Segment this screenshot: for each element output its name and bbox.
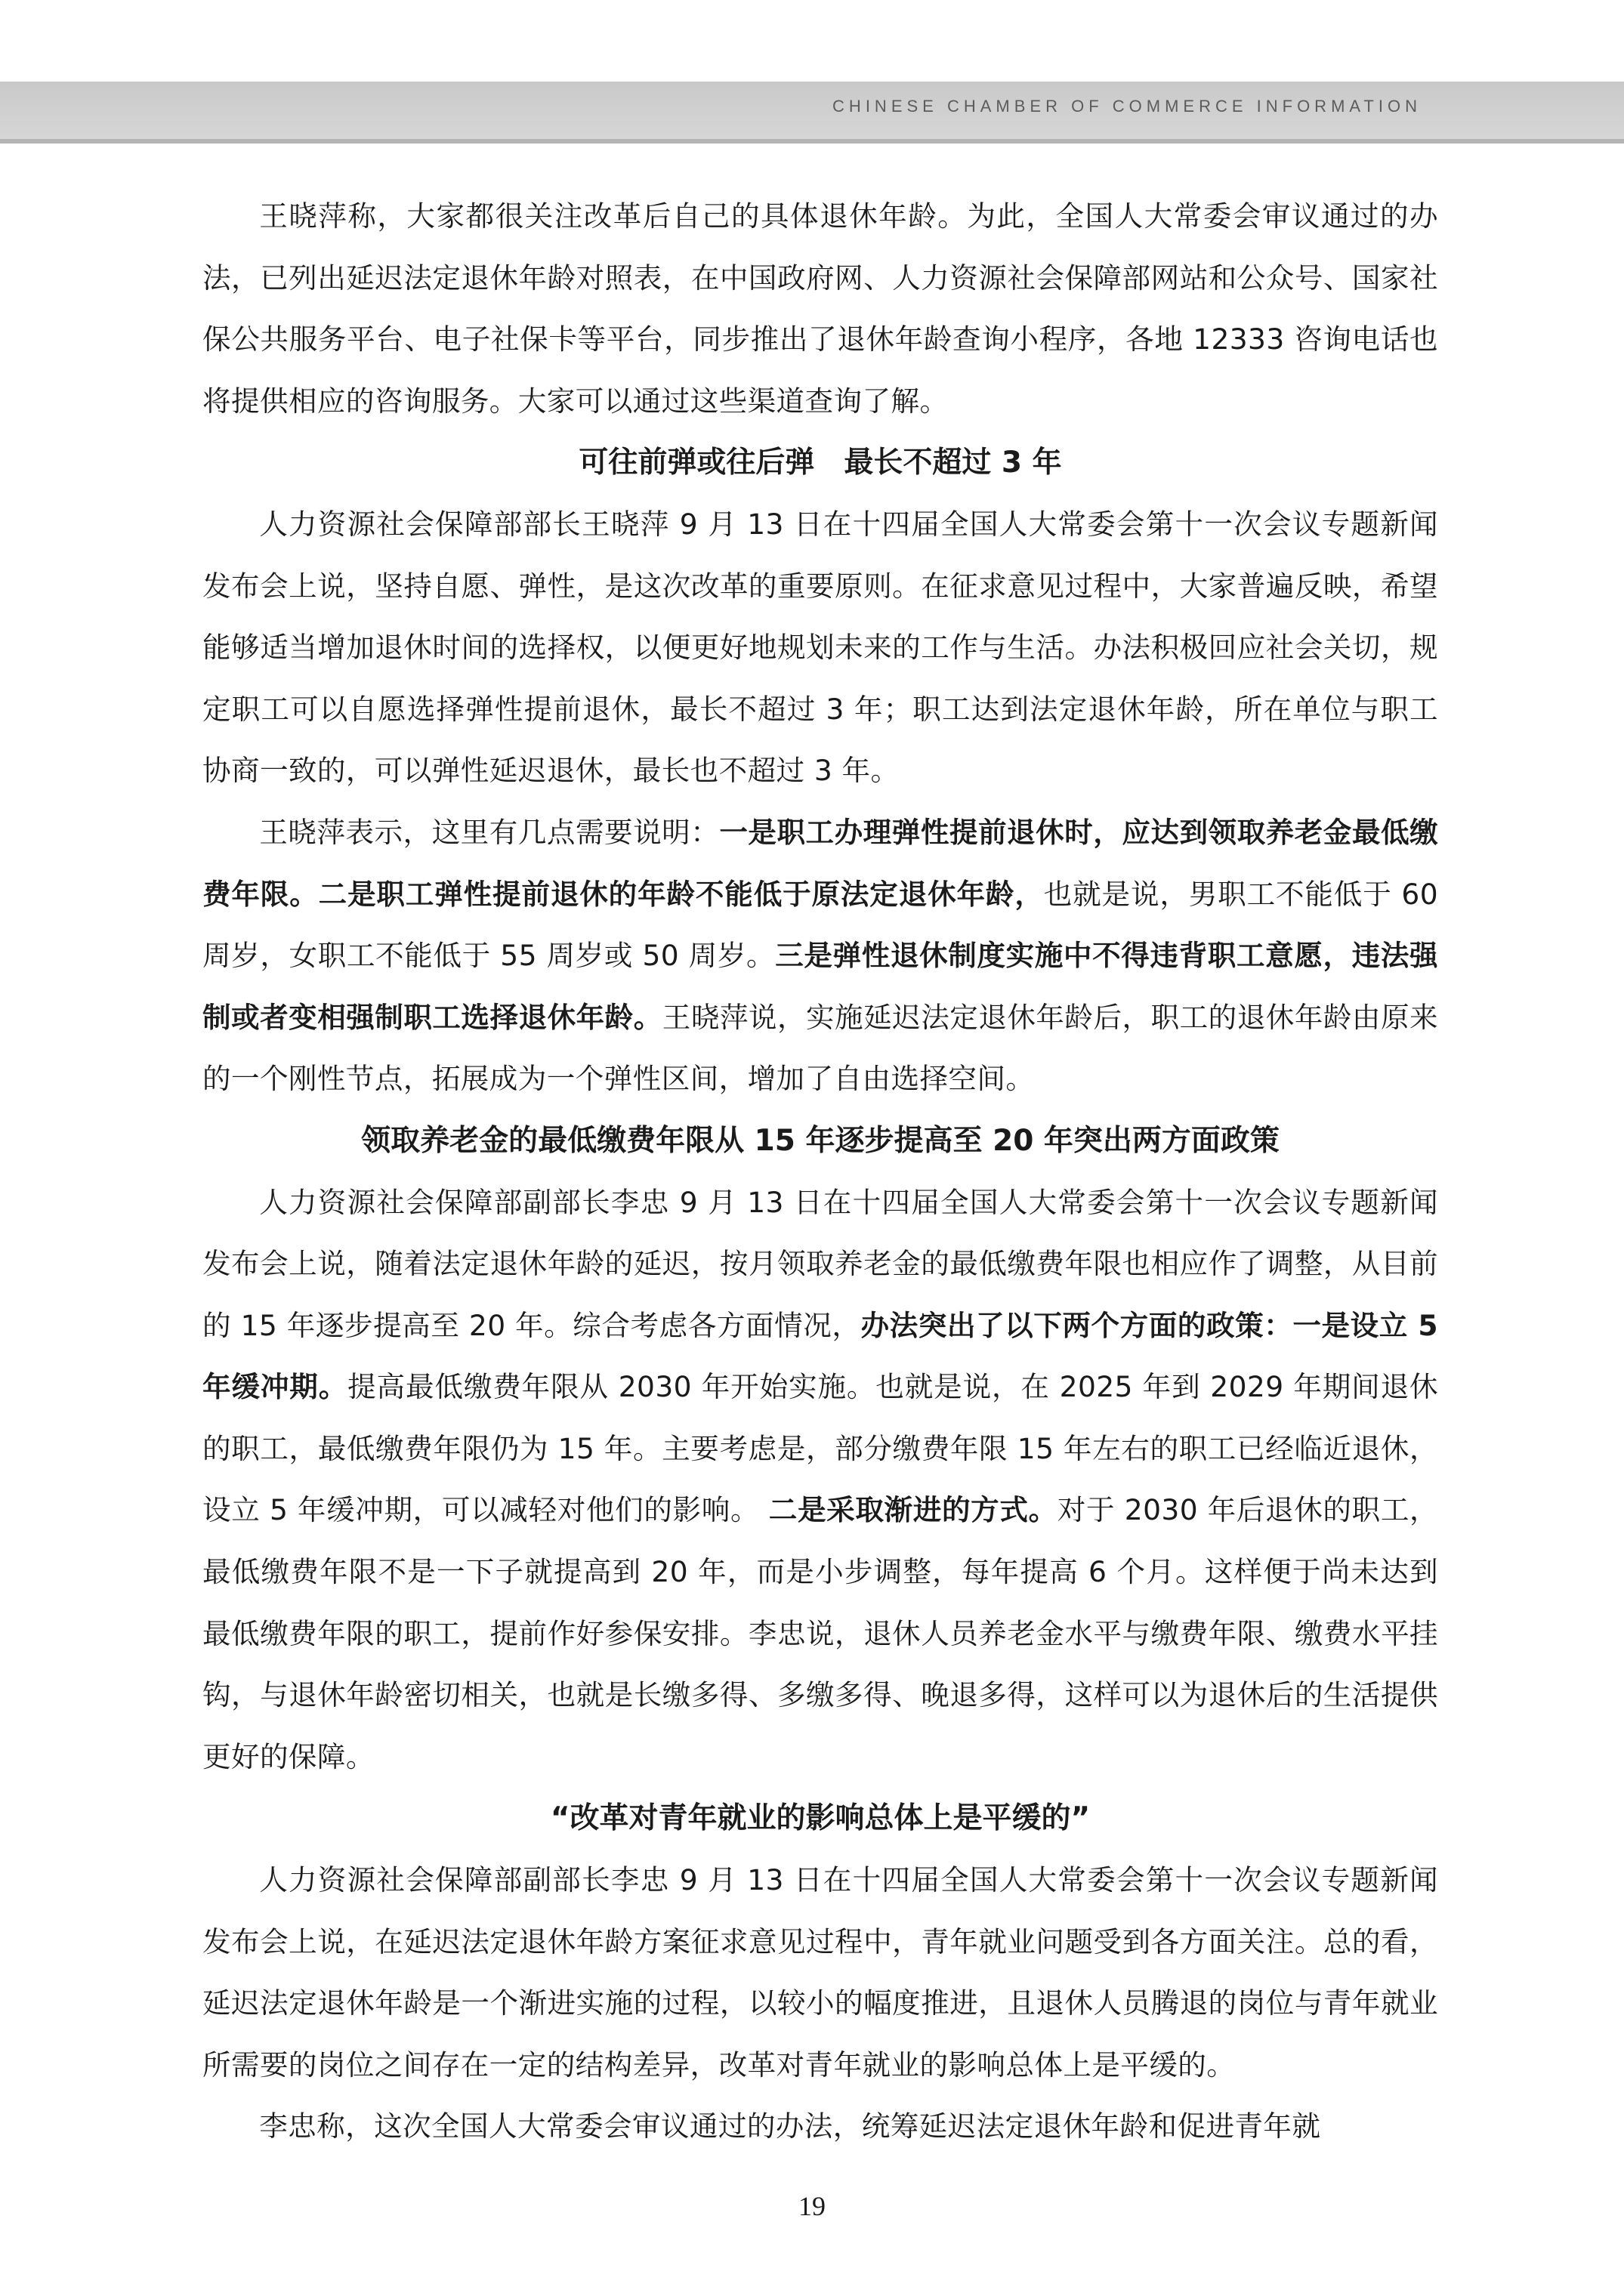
paragraph (202, 1850, 1438, 2096)
section-heading: 领取养老金的最低缴费年限从 15 年逐步提高至 20 年突出两方面政策 (361, 1123, 1280, 1158)
section-heading: “改革对青年就业的影响总体上是平缓的” (550, 1801, 1091, 1836)
bold-text-run: 一是职工办理弹性提前退休时，应达到领取养老金最低缴费年限。二是职工弹性提前退休的年龄不能低于原法定退休年龄， (202, 815, 1439, 911)
bold-text-run: 二是采取渐进的方式。 (768, 1493, 1057, 1527)
page-number: 19 (798, 2191, 826, 2221)
publication-header: CHINESE CHAMBER OF COMMERCE INFORMATION (832, 97, 1422, 116)
article-body (202, 186, 1438, 2158)
text-run: 提高最低缴费年限从 2030 年开始实施。也就是说，在 2025 年到 2029 年期间退休的职工，最低缴费年限仍为 15 年。主要考虑是，部分缴费年限 15 年左右的职工已经临近退休，设立 5 年缓冲期，可以减轻对他们的影响。 (202, 1370, 1438, 1527)
text-run: 人力资源社会保障部副部长李忠 9 月 13 日在十四届全国人大常委会第十一次会议专题新闻发布会上说，随着法定退休年龄的延迟，按月领取养老金的最低缴费年限也相应作了调整，从目前的 15 年逐步提高至 20 年。综合考虑各方面情况， (202, 1185, 1438, 1342)
text-run: 李忠称，这次全国人大常委会审议通过的办法，统筹延迟法定退休年龄和促进青年就 (259, 2109, 1321, 2143)
text-run: 王晓萍说，实施延迟法定退休年龄后，职工的退休年龄由原来的一个刚性节点，拓展成为一个弹性区间，增加了自由选择空间。 (202, 1000, 1438, 1096)
paragraph (202, 186, 1438, 432)
paragraph (202, 1172, 1438, 1788)
bold-text-run: 办法突出了以下两个方面的政策：一是设立 5 年缓冲期。 (202, 1308, 1438, 1404)
bold-text-run: 三是弹性退休制度实施中不得违背职工意愿，违法强制或者变相强制职工选择退休年龄。 (202, 939, 1438, 1034)
paragraph (202, 802, 1438, 1110)
text-run: 对于 2030 年后退休的职工，最低缴费年限不是一下子就提高到 20 年，而是小步调整，每年提高 6 个月。这样便于尚未达到最低缴费年限的职工，提前作好参保安排。李忠说，退休人员养老金水平与缴费年限、缴费水平挂钩，与退休年龄密切相关，也就是长缴多得、多缴多得、晚退多得，这样可以为退休后的生活提供更好的保障。 (202, 1493, 1439, 1773)
header-rule (0, 139, 1624, 144)
text-run: 王晓萍称，大家都很关注改革后自己的具体退休年龄。为此，全国人大常委会审议通过的办法，已列出延迟法定退休年龄对照表，在中国政府网、人力资源社会保障部网站和公众号、国家社保公共服务平台、电子社保卡等平台，同步推出了退休年龄查询小程序，各地 12333 咨询电话也将提供相应的咨询服务。大家可以通过这些渠道查询了解。 (202, 199, 1438, 418)
paragraph (202, 2096, 1438, 2158)
text-run: 人力资源社会保障部副部长李忠 9 月 13 日在十四届全国人大常委会第十一次会议专题新闻发布会上说，在延迟法定退休年龄方案征求意见过程中，青年就业问题受到各方面关注。总的看，延迟法定退休年龄是一个渐进实施的过程，以较小的幅度推进，且退休人员腾退的岗位与青年就业所需要的岗位之间存在一定的结构差异，改革对青年就业的影响总体上是平缓的。 (202, 1863, 1438, 2082)
text-run: 人力资源社会保障部部长王晓萍 9 月 13 日在十四届全国人大常委会第十一次会议专题新闻发布会上说，坚持自愿、弹性，是这次改革的重要原则。在征求意见过程中，大家普遍反映，希望能够适当增加退休时间的选择权，以便更好地规划未来的工作与生活。办法积极回应社会关切，规定职工可以自愿选择弹性提前退休，最长不超过 3 年；职工达到法定退休年龄，所在单位与职工协商一致的，可以弹性延迟退休，最长也不超过 3 年。 (202, 507, 1438, 788)
text-run: 王晓萍表示，这里有几点需要说明： (259, 815, 720, 849)
section-heading: 可往前弹或往后弹 最长不超过 3 年 (579, 446, 1062, 480)
paragraph (202, 494, 1438, 802)
text-run: 也就是说，男职工不能低于 60 周岁，女职工不能低于 55 周岁或 50 周岁。 (202, 877, 1438, 973)
